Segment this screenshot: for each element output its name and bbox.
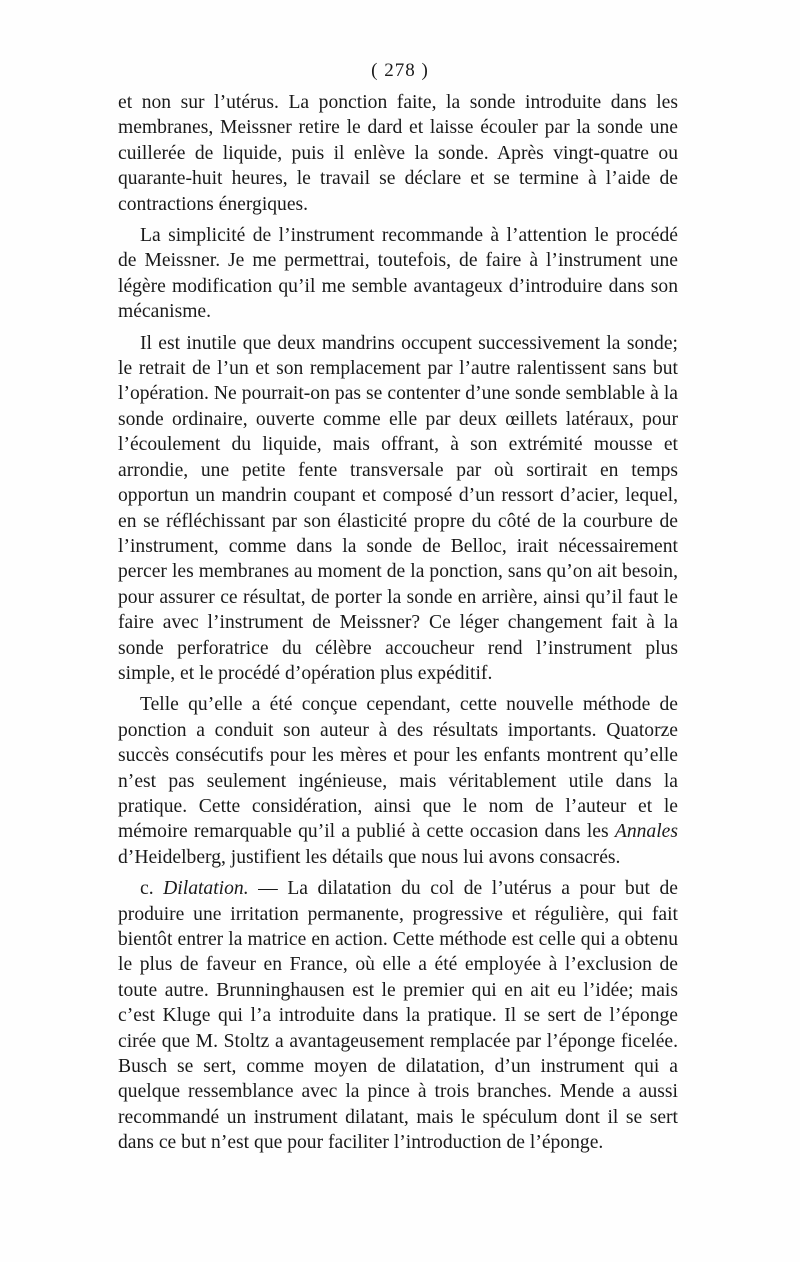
paragraph-3 (118, 331, 678, 687)
paragraph-4 (118, 692, 678, 870)
journal-title: Annales (614, 821, 678, 843)
section-heading: Dilatation. (163, 878, 249, 900)
paragraph-5-text: — La dilatation du col de l’utérus a pour but de produire une irritation permanente, progressive et régulière, qui fait bientôt entrer la matrice en action. Cette méthode est celle qui a obtenu le plus de faveur en France, où elle a été employée à l’exclusion de toute autre. Brunninghausen est le premier qui en ait eu l’idée; mais c’est Kluge qui l’a introduite dans la pratique. Il se sert de l’éponge cirée que M. Stoltz a avantageusement remplacée par l’éponge ficelée. Busch se sert, comme moyen de dilatation, d’un instrument qui a quelque ressemblance avec la pince à trois branches. Mende a aussi recommandé un instrument dilatant, mais le spéculum dont il se sert dans ce but n’est que pour faciliter l’introduction de l’éponge. (118, 878, 678, 1154)
section-prefix: c. (140, 878, 164, 900)
paragraph-5 (118, 876, 678, 1155)
paragraph-3-text: Il est inutile que deux mandrins occupent successivement la sonde; le retrait de l’un et son remplacement par l’autre ralentissent sans but l’opération. Ne pourrait-on pas se contenter d’une sonde semblable à la sonde ordinaire, ouverte comme elle par deux œillets latéraux, pour l’écoulement du liquide, mais offrant, à son extrémité mousse et arrondie, une petite fente transversale par où sortirait en temps opportun un mandrin coupant et composé d’un ressort d’acier, lequel, en se réfléchissant par son élasticité propre du côté de la courbure de l’instrument, comme dans la sonde de Belloc, irait nécessairement percer les membranes au moment de la ponction, sans qu’on ait besoin, pour assurer ce résultat, de porter la sonde en arrière, ainsi qu’il faut le faire avec l’instrument de Meissner? Ce léger changement fait à la sonde perforatrice du célèbre accoucheur rend l’instrument plus simple, et le procédé d’opération plus expéditif. (118, 332, 678, 684)
paragraph-4-after: d’Heidelberg, justifient les détails que nous lui avons consacrés. (118, 846, 621, 868)
paragraph-2 (118, 223, 678, 325)
paragraph-2-text: La simplicité de l’instrument recommande à l’attention le procédé de Meissner. Je me permettrai, toutefois, de faire à l’instrument une légère modification qu’il me semble avantageux d’introduire dans son mécanisme. (118, 225, 678, 323)
paragraph-1 (118, 90, 678, 217)
paragraph-4-text: Telle qu’elle a été conçue cependant, cette nouvelle méthode de ponction a conduit son auteur à des résultats importants. Quatorze succès consécutifs pour les mères et pour les enfants montrent qu’elle n’est pas seulement ingénieuse, mais véritablement utile dans la pratique. Cette considération, ainsi que le nom de l’auteur et le mémoire remarquable qu’il a publié à cette occasion dans les (118, 694, 678, 843)
page-body (118, 90, 678, 1162)
page-number: ( 278 ) (371, 60, 429, 81)
paragraph-1-text: et non sur l’utérus. La ponction faite, la sonde introduite dans les membranes, Meissner retire le dard et laisse écouler par la sonde une cuillerée de liquide, puis il enlève la sonde. Après vingt-quatre ou quarante-huit heures, le travail se déclare et se termine à l’aide de contractions énergiques. (118, 92, 678, 215)
